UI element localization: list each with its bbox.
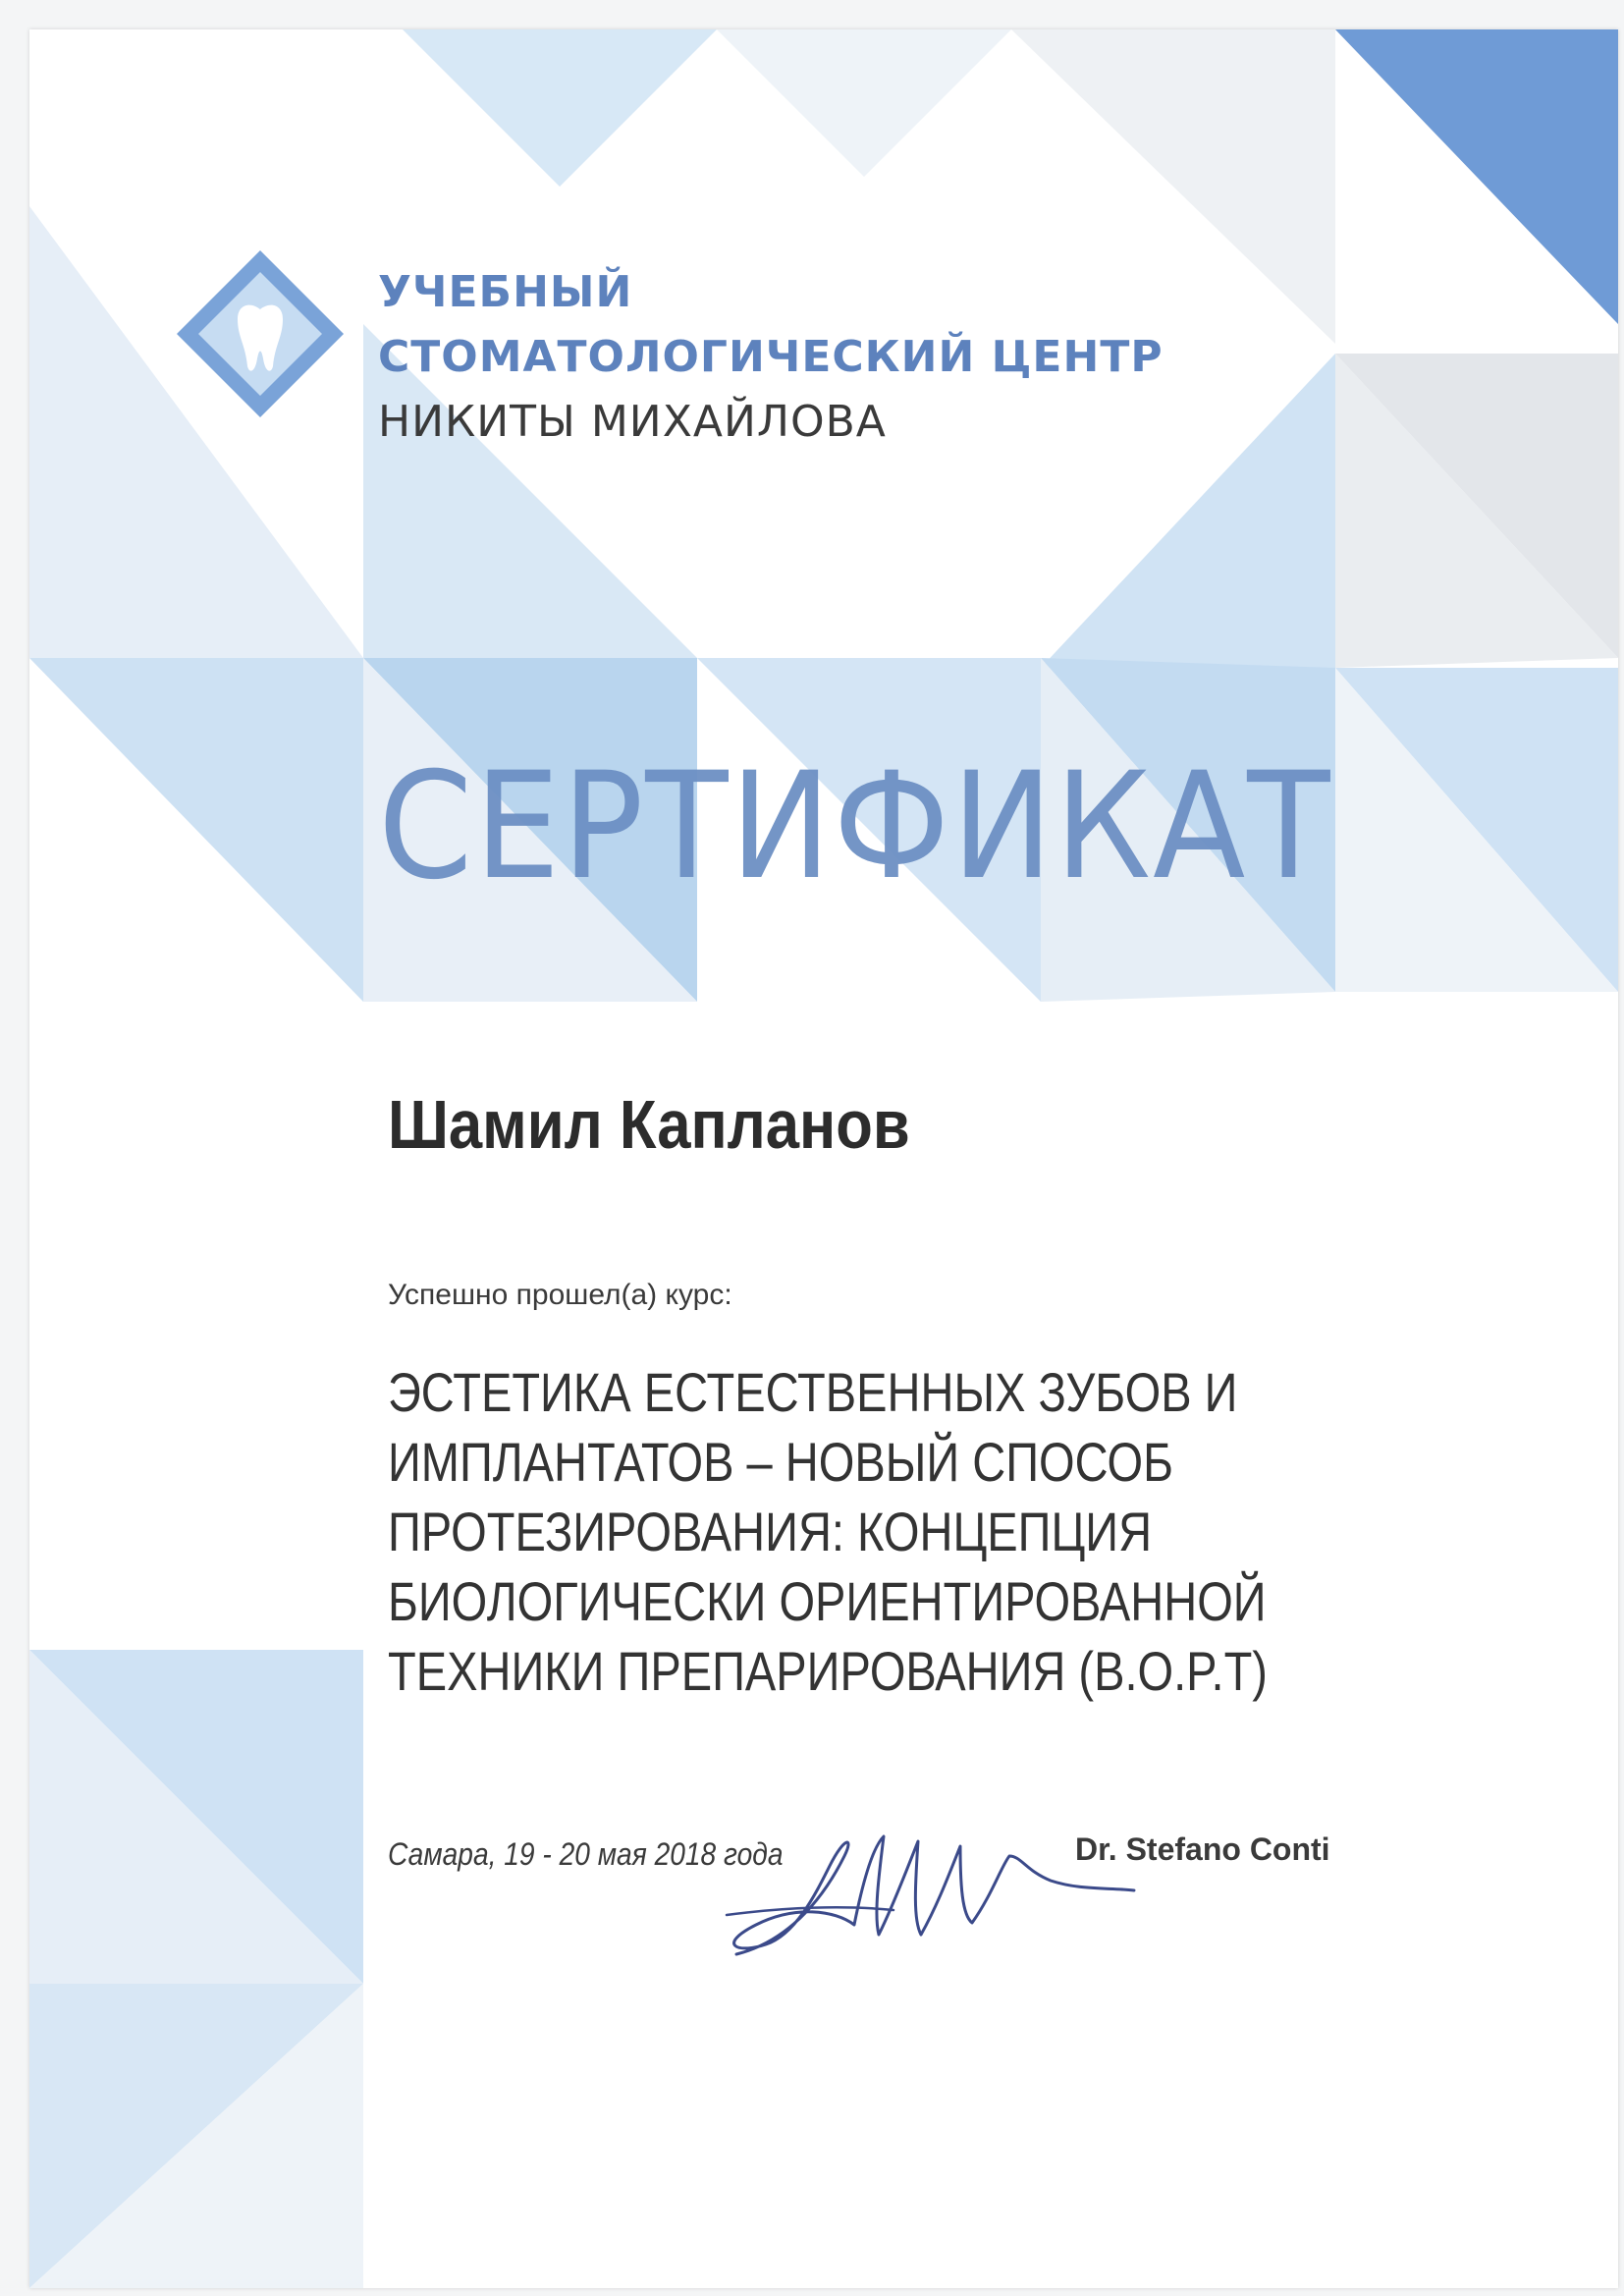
course-title-line: ЭСТЕТИКА ЕСТЕСТВЕННЫХ ЗУБОВ И [388, 1361, 1238, 1423]
course-title-line: ТЕХНИКИ ПРЕПАРИРОВАНИЯ (B.O.P.T) [388, 1640, 1268, 1702]
handwritten-signature [697, 1797, 1139, 1974]
course-title-line: ПРОТЕЗИРОВАНИЯ: КОНЦЕПЦИЯ [388, 1501, 1153, 1562]
recipient-name: Шамил Капланов [388, 1086, 910, 1163]
certificate-title: СЕРТИФИКАТ [378, 741, 1332, 912]
organization-logo-text [378, 260, 1164, 455]
course-title-line: БИОЛОГИЧЕСКИ ОРИЕНТИРОВАННОЙ [388, 1570, 1267, 1632]
place-and-date: Самара, 19 - 20 мая 2018 года [388, 1836, 784, 1872]
logo-line-1: УЧЕБНЫЙ [378, 267, 633, 317]
passed-course-label: Успешно прошел(а) курс: [388, 1279, 732, 1311]
logo-line-2: СТОМАТОЛОГИЧЕСКИЙ ЦЕНТР [378, 332, 1164, 382]
logo-line-3: НИКИТЫ МИХАЙЛОВА [378, 397, 887, 447]
tooth-diamond-icon [177, 250, 344, 417]
course-title [388, 1357, 1268, 1706]
course-title-line: ИМПЛАНТАТОВ – НОВЫЙ СПОСОБ [388, 1431, 1174, 1493]
certificate-sheet [29, 29, 1618, 2288]
signer-name: Dr. Stefano Conti [1075, 1831, 1330, 1867]
